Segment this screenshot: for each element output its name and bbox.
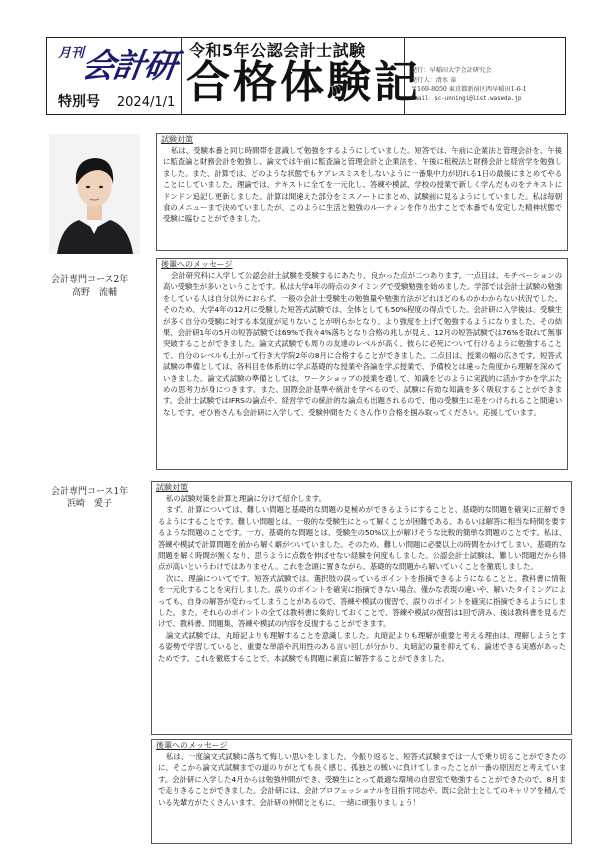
magazine-title: 会計研	[79, 46, 178, 85]
box-paragraph: 論文式試験では、丸暗記よりも理解することを意識しました。丸暗記よりも理解が重要と考える理由は、理解しようとする姿勢で学習していると、重要な単語や汎用性のある言い回しが分かり、丸暗記の量を抑えても、論述できる実感があったためです。これを徹底することで、本試験でも問題に素直に解答することができました。	[158, 630, 566, 663]
masthead-divider-left	[181, 37, 182, 114]
message-box-1	[156, 258, 568, 470]
student-name: 高野 流輔	[72, 288, 118, 298]
page-subtitle: 令和5年公認会計士試験	[189, 41, 366, 60]
issue-date: 2024/1/1	[116, 95, 176, 110]
box-text: 私は、受験本番と同じ時間帯を意識して勉強をするようにしていました。短答では、午前に企業法と管理会計を、午後に監査論と財務会計を勉強し、論文では午前に監査論と管理会計と企業法を、午後に租税法と財務会計と経営学を勉強しました。また、計算では、どのような状態でもケアレスミスをしないように一番集中力が切れる1日の最後にまとめてやることにしていました。理論では、テキストに全てを一元化し、答練や模試、学校の授業で新しく学んだものをテキストにドンドン追記し更新しました。計算は間違えた部分をミスノートにまとめ、試験前に見るようにしていました。私は毎朝食のメニューまで決めていましたが、このように生活と勉強のルーティンを作り出すことで本番でも安定した精神状態で受験に臨むことができました。	[163, 146, 562, 224]
student-photo	[49, 134, 140, 254]
box-title: 試験対策	[156, 483, 188, 492]
student-name: 浜崎 愛子	[67, 499, 113, 509]
box-title: 試験対策	[161, 135, 193, 144]
student-portrait-icon	[49, 134, 140, 254]
study-box-2	[151, 481, 572, 735]
publisher-line: 発行：早稲田大学会計研究会	[411, 67, 492, 74]
box-title: 後輩へのメッセージ	[156, 741, 228, 750]
box-paragraph: 次に、理論についてです。短答式試験では、選択肢の誤っているポイントを指摘できるようになることと、教科書に情報を一元化することを実行しました。誤りのポイントを確実に指摘できない場合、僅かな表現の違いや、解いたタイミングによっても、自身の解答が変わってしまうことがあるので、答練や模試の復習で、誤りのポイントを確実に指摘できるようにしました。また、それらのポイントの全ては教科書に集約しておくことで、答練や模試の復習は1回で済み、後は教科書を見るだけで、教科書、問題集、答練や模試の内容を反復することができます。	[158, 573, 566, 629]
magazine-logo	[58, 41, 178, 91]
magazine-kicker: 月刊	[58, 46, 85, 61]
box-text: 私は、一度論文式試験に落ちて悔しい思いをしました。今振り返ると、短答式試験までは一人で乗り切ることができたのに、そこから論文式試験までの道のりがとても長く感じ、孤独との戦いに負けてしまったことが一番の原因だと考えています。会計研に入学した4月からは勉強仲間ができ、受験生にとって最適な環境の自習室で勉強することができたので、8月まで走りきることができました。会計研には、会計プロフェッショナルを目指す同志や、既に会計士としてのキャリアを積んでいる先輩方がたくさんいます。会計研の仲間とともに、一緒に頑張りましょう！	[158, 752, 566, 807]
student-course: 会計専門コース2年	[51, 275, 129, 285]
study-box-1	[156, 133, 568, 251]
student-course: 会計専門コース1年	[51, 487, 129, 497]
box-text: 会計研究科に入学して公認会計士試験を受験するにあたり、良かった点が二つあります。一点目は、モチベーションの高い受験生が多いということです。私は大学4年の時点のタイミングで受験勉強を始めました。学部では会計士試験の勉強をしている人は自分以外におらず、一般の会計士受験生の勉強量や勉強方法がどれほどのものかわからない状況でした。そのため、大学4年の12月に受験した短答式試験では、全体としても50%程度の得点でした。会計研に入学後は、受験生が多く自分の受験に対する本気度が足りないことが明らかとなり、より強度を上げて勉強するようになりました。その結果、会計研1年の5月の短答試験では69%で我々4%落ちとなり合格の兆しが見え、12月の短答試験では76%を取れて無事突破することができました。論文式試験でも周りの友達のレベルが高く、彼らに必死について行けるように勉強することで、自分のレベルも上がって行き大学院2年の8月に合格することができました。二点目は、授業の幅の広さです。短答式試験の準備としては、各科目を体系的に学ぶ基礎的な授業や各論を学ぶ授業で、予備校とは違った角度から理解を深めていきました。論文式試験の準備としては、ワークショップの授業を通して、知識をどのように実践的に活かすかを学ぶための思考力が身につきます。また、国際会計基準や統計を学べるので、試験に有効な知識を多く吸収することができます。会計士試験ではIFRSの論点や、経営学での統計的な論点も出題されるので、他の受験生に差をつけられること間違いなしです。ぜひ皆さんも会計研に入学して、受験仲間をたくさん作り合格を掴み取ってください。応援しています。	[163, 271, 562, 417]
box-paragraph: 私の試験対策を計算と理論に分けて紹介します。	[166, 494, 326, 503]
issue-type: 特別号	[58, 94, 100, 110]
publisher-info	[411, 66, 561, 104]
message-box-2	[151, 739, 572, 844]
publisher-line: Email：sc-unningi@list.waseda.jp	[411, 95, 522, 102]
page-title: 合格体験記	[186, 57, 421, 108]
publisher-line: 発行人：清水 泰	[411, 76, 457, 84]
publisher-line: 〒169-8050 東京都新宿区西早稲田1-6-1	[411, 86, 527, 93]
box-paragraph: まず、計算については、難しい問題と基礎的な問題の見極めができるようにすることと、基礎的な問題を確実に正解できるようにすることです。難しい問題とは、一般的な受験生にとって解くことが困難である、あるいは解答に相当な時間を要するような問題のことです。一方、基礎的な問題とは、受験生の50%以上が解けそうな比較的簡単な問題のことです。私は、答練や模試で計算問題を前から解く癖がついていました。そのため、難しい問題に必要以上の時間をかけてしまい、基礎的な問題を解く時間が無くなり、思うように点数を伸ばせない経験を何度もしました。公認会計士試験は、難しい問題だから得点が高いというわけではありません。これを念頭に置きながら、基礎的な問題から解いていくことを徹底しました。	[158, 505, 566, 572]
box-title: 後輩へのメッセージ	[161, 260, 233, 269]
issue-label	[58, 91, 175, 111]
